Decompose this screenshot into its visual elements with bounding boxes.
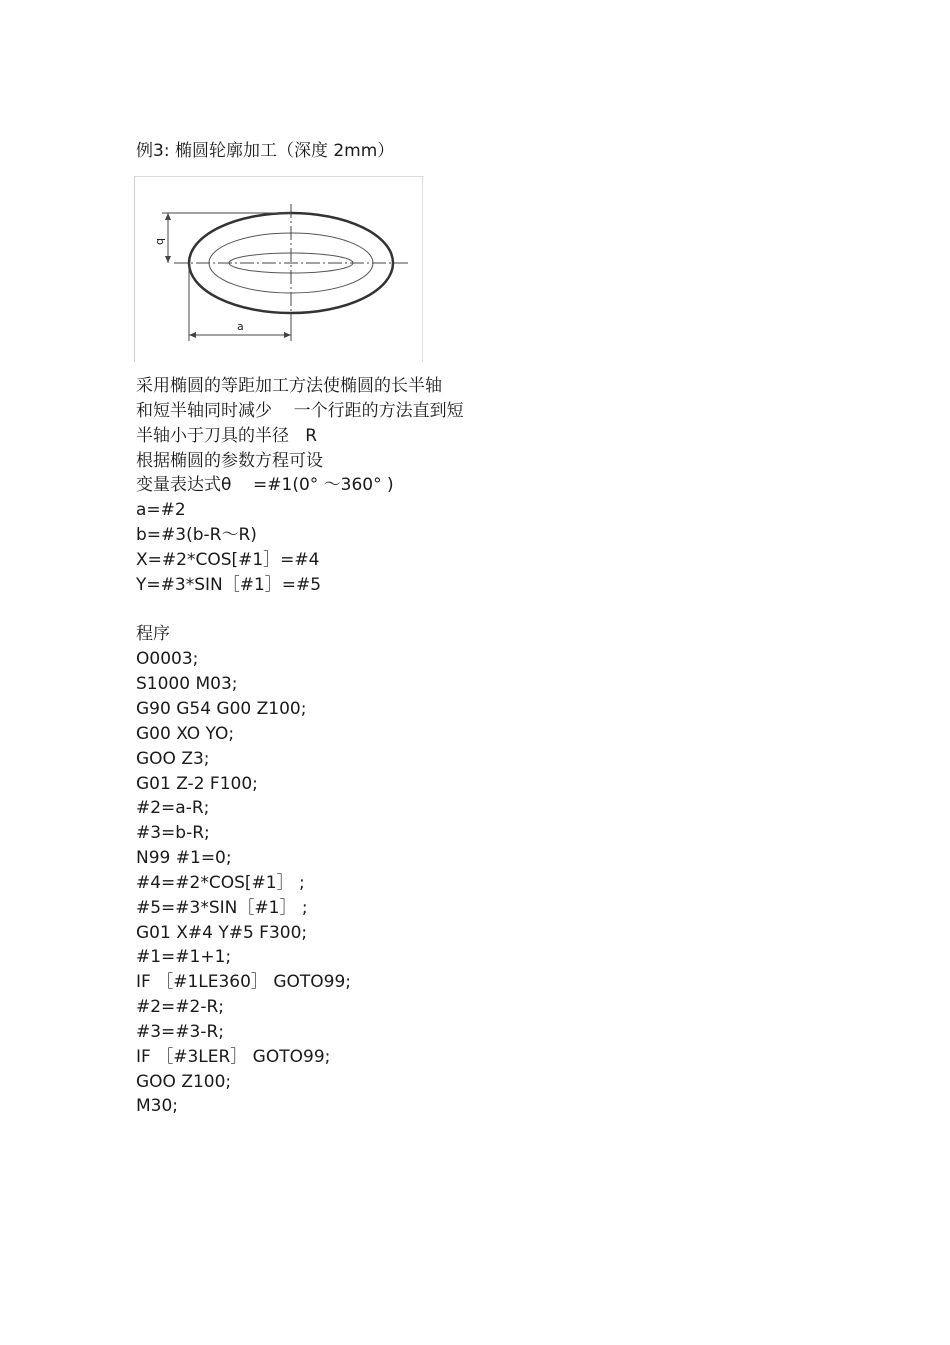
program-line: GOO Z3; (136, 748, 210, 769)
description-line: b=#3(b-R～R) (136, 525, 257, 546)
program-line: #2=a-R; (136, 798, 210, 819)
page-title: 例3: 椭圆轮廓加工（深度 2mm） (136, 141, 395, 161)
description-line: 根据椭圆的参数方程可设 (136, 450, 323, 471)
program-line: #3=b-R; (136, 823, 210, 844)
program-line: G01 X#4 Y#5 F300; (136, 922, 308, 943)
description-line: 半轴小于刀具的半径 R (136, 425, 318, 446)
program-line: O0003; (136, 649, 199, 670)
program-line: GOO Z100; (136, 1071, 232, 1092)
program-line: G90 G54 G00 Z100; (136, 698, 307, 719)
program-line: #2=#2-R; (136, 997, 225, 1018)
program-line: G01 Z-2 F100; (136, 773, 258, 794)
program-heading: 程序 (136, 624, 170, 645)
program-line: G00 XO YO; (136, 723, 235, 744)
program-line: IF ［#3LER］ GOTO99; (136, 1046, 331, 1067)
ellipse-diagram (134, 176, 424, 362)
label-a: a (237, 320, 244, 333)
program-line: IF ［#1LE360］ GOTO99; (136, 972, 351, 993)
a-arrow-right (284, 332, 291, 338)
description-line: 和短半轴同时减少 一个行距的方法直到短 (136, 400, 464, 421)
a-arrow-left (189, 332, 196, 338)
description-line: a=#2 (136, 500, 186, 521)
program-line: #3=#3-R; (136, 1021, 225, 1042)
program-line: S1000 M03; (136, 674, 238, 695)
program-line: M30; (136, 1096, 179, 1117)
program-line: #5=#3*SIN［#1］ ; (136, 897, 308, 918)
program-line: N99 #1=0; (136, 848, 232, 869)
ellipse-diagram-svg (134, 176, 424, 362)
spacer (136, 598, 464, 623)
label-b: b (154, 238, 167, 245)
description-line: Y=#3*SIN［#1］=#5 (136, 574, 322, 595)
program-line: #1=#1+1; (136, 947, 232, 968)
description-line: 采用椭圆的等距加工方法使椭圆的长半轴 (136, 376, 442, 396)
program-line: #4=#2*COS[#1］ ; (136, 872, 305, 893)
b-arrow-bottom (165, 256, 171, 263)
b-arrow-top (165, 213, 171, 220)
content-block (136, 374, 464, 1119)
description-line: X=#2*COS[#1］=#4 (136, 549, 320, 570)
description-line: 变量表达式θ =#1(0° ～360° ) (136, 475, 394, 496)
